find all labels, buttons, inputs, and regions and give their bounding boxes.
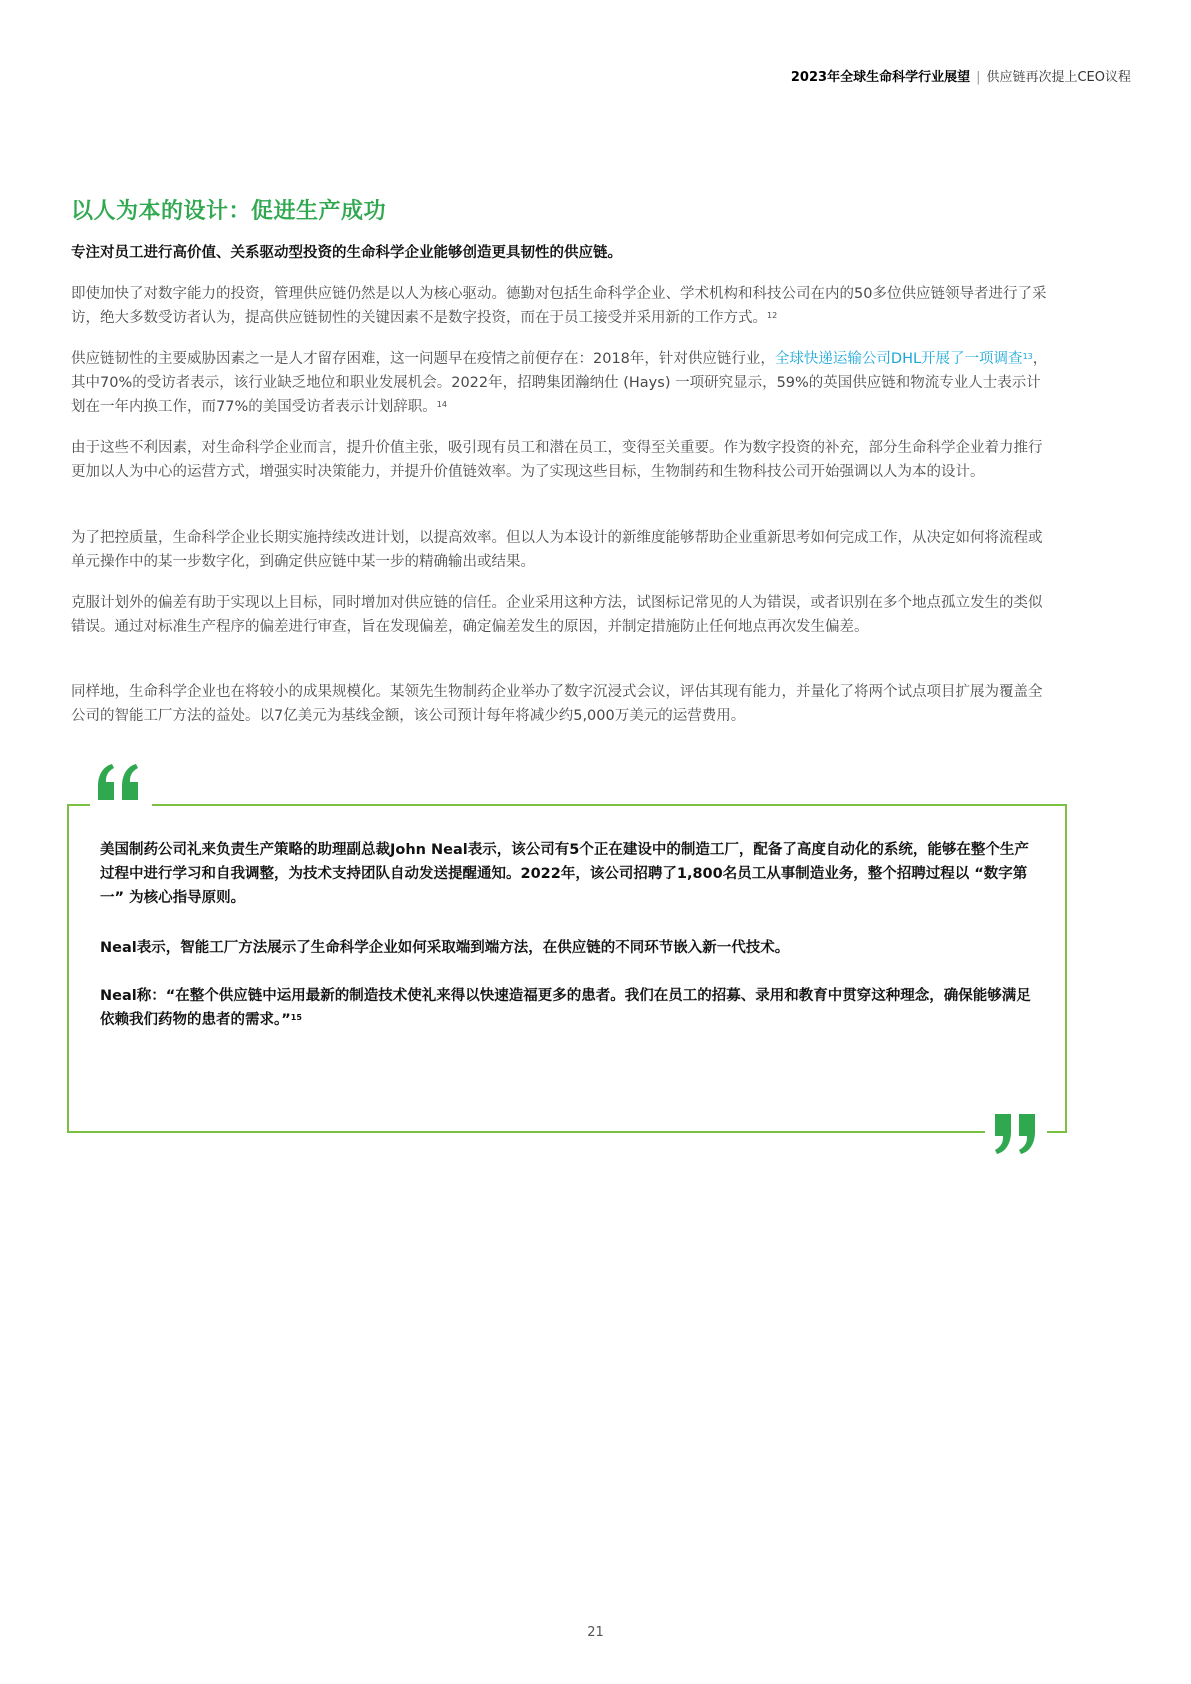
header-separator: | (976, 70, 981, 85)
quote-paragraph-2: Neal表示，智能工厂方法展示了生命科学企业如何采取端到端方法，在供应链的不同环节嵌入新一代技术。 (100, 940, 790, 956)
footnote-ref[interactable]: 12 (767, 311, 778, 320)
quote-open-icon (90, 760, 152, 822)
quote-paragraph-3 (100, 984, 1040, 1032)
footnote-ref[interactable]: 14 (436, 400, 447, 409)
paragraph-text: ，其中70%的受访者表示，该行业缺乏地位和职业发展机会。2022年，招聘集团瀚纳仕 (Hays) 一项研究显示，59%的英国供应链和物流专业人士表示计划在一年内换工作，而77%的美国受访者表示计划辞职。 (71, 351, 1048, 415)
footnote-ref[interactable]: 13 (1022, 352, 1033, 361)
body-paragraph-1 (71, 282, 1051, 330)
section-title: 以人为本的设计：促进生产成功 (71, 199, 387, 224)
page-number: 21 (587, 1625, 604, 1640)
body-paragraph-2 (71, 347, 1051, 419)
paragraph-text: 供应链韧性的主要威胁因素之一是人才留存困难，这一问题早在疫情之前便存在：2018年，针对供应链行业， (71, 351, 775, 367)
quote-close-icon (985, 1110, 1047, 1162)
report-title: 2023年全球生命科学行业展望 (790, 70, 971, 85)
body-paragraph-6: 同样地，生命科学企业也在将较小的成果规模化。某领先生物制药企业举办了数字沉浸式会议，评估其现有能力，并量化了将两个试点项目扩展为覆盖全公司的智能工厂方法的益处。以7亿美元为基线金额，该公司预计每年将减少约5,000万美元的运营费用。 (71, 684, 1043, 724)
lead-paragraph: 专注对员工进行高价值、关系驱动型投资的生命科学企业能够创造更具韧性的供应链。 (71, 245, 622, 261)
body-paragraph-5: 克服计划外的偏差有助于实现以上目标，同时增加对供应链的信任。企业采用这种方法，试图标记常见的人为错误，或者识别在多个地点孤立发生的类似错误。通过对标准生产程序的偏差进行审查，旨在发现偏差，确定偏差发生的原因，并制定措施防止任何地点再次发生偏差。 (71, 595, 1043, 635)
body-paragraph-4: 为了把控质量，生命科学企业长期实施持续改进计划，以提高效率。但以人为本设计的新维度能够帮助企业重新思考如何完成工作，从决定如何将流程或单元操作中的某一步数字化，到确定供应链中某一步的精确输出或结果。 (71, 530, 1043, 570)
quote-text: Neal称：“在整个供应链中运用最新的制造技术使礼来得以快速造福更多的患者。我们在员工的招募、录用和教育中贯穿这种理念，确保能够满足依赖我们药物的患者的需求。” (100, 988, 1031, 1028)
running-header (791, 66, 1131, 85)
body-paragraph-3: 由于这些不利因素，对生命科学企业而言，提升价值主张，吸引现有员工和潜在员工，变得至关重要。作为数字投资的补充，部分生命科学企业着力推行更加以人为中心的运营方式，增强实时决策能力，并提升价值链效率。为了实现这些目标，生物制药和生物科技公司开始强调以人为本的设计。 (71, 440, 1043, 480)
dhl-survey-link[interactable]: 全球快递运输公司DHL开展了一项调查 (774, 351, 1023, 367)
paragraph-text: 即使加快了对数字能力的投资，管理供应链仍然是以人为核心驱动。德勤对包括生命科学企业、学术机构和科技公司在内的50多位供应链领导者进行了采访，绝大多数受访者认为，提高供应链韧性的关键因素不是数字投资，而在于员工接受并采用新的工作方式。 (71, 286, 1047, 326)
header-section: 供应链再次提上CEO议程 (986, 70, 1131, 85)
footnote-ref[interactable]: 15 (290, 1013, 302, 1022)
quote-paragraph-1: 美国制药公司礼来负责生产策略的助理副总裁John Neal表示，该公司有5个正在建设中的制造工厂，配备了高度自动化的系统，能够在整个生产过程中进行学习和自我调整，为技术支持团队自动发送提醒通知。2022年，该公司招聘了1,800名员工从事制造业务，整个招聘过程以 “数字第一” 为核心指导原则。 (100, 842, 1029, 906)
